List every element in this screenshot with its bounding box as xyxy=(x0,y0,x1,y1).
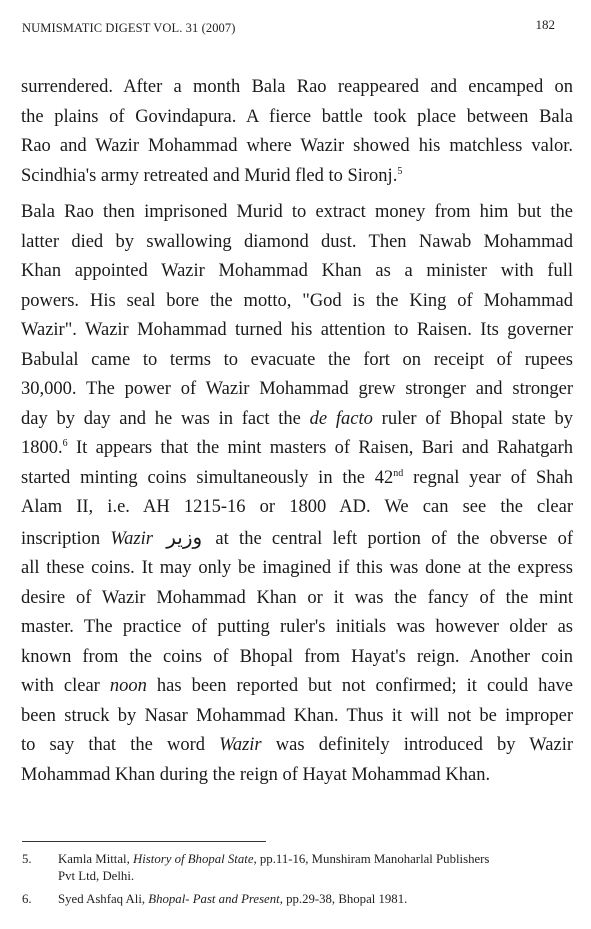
text-line: powers. His seal bore the motto, "God is the King of Mohammad xyxy=(21,290,573,311)
footnote-ref[interactable]: 5 xyxy=(397,165,403,177)
text-run: ruler of Bhopal state by xyxy=(372,408,573,429)
footnote-title: Bhopal- Past and Present xyxy=(148,892,280,906)
text-line xyxy=(21,731,573,761)
ordinal-suffix: nd xyxy=(393,467,404,479)
footnote-5 xyxy=(22,851,577,885)
text-line xyxy=(21,405,573,435)
text-line xyxy=(21,162,573,192)
text-line xyxy=(21,672,573,702)
italic-term: Wazir xyxy=(219,735,262,755)
text-line: Khan appointed Wazir Mohammad Khan as a minister with full xyxy=(21,261,573,281)
text-run: 1800. xyxy=(21,438,63,458)
text-line: Babulal came to terms to evacuate the fort on receipt of rupees xyxy=(21,349,573,370)
text-line: Alam II, i.e. AH 1215-16 or 1800 AD. We can see the clear xyxy=(21,497,573,517)
text-run: regnal year of Shah xyxy=(403,467,574,488)
footnote-separator xyxy=(22,841,266,842)
footnote-6 xyxy=(22,891,577,908)
text-line: desire of Wazir Mohammad Khan or it was the fancy of the mint xyxy=(21,587,573,608)
text-run: It appears that the mint masters of Raisen, Bari and Rahatgarh xyxy=(67,438,573,458)
text-line: Rao and Wazir Mohammad where Wazir showed his matchless valor. xyxy=(21,136,573,156)
footnote-details: , pp.11-16, Munshiram Manoharlal Publishers xyxy=(253,852,490,866)
footnote-text xyxy=(58,891,577,908)
paragraph-1 xyxy=(21,73,573,191)
text-run: day by day and he was in fact the xyxy=(21,408,310,429)
text-line: all these coins. It may only be imagined if this was done at the express xyxy=(21,558,573,578)
page-number: 182 xyxy=(535,17,555,32)
text-line: Mohammad Khan during the reign of Hayat Mohammad Khan. xyxy=(21,764,491,785)
footnote-author: Kamla Mittal, xyxy=(58,852,133,866)
text-run: at the central left portion of the obverse of xyxy=(205,528,573,549)
footnote-title: History of Bhopal State xyxy=(133,852,254,866)
text-run: Scindhia's army retreated and Murid fled to Sironj. xyxy=(21,165,398,186)
footnote-author: Syed Ashfaq Ali, xyxy=(58,892,149,906)
footnote-details-cont: Pvt Ltd, Delhi. xyxy=(58,869,135,883)
paragraph-2 xyxy=(21,198,573,790)
text-line xyxy=(21,523,573,555)
footnote-text xyxy=(58,851,577,885)
text-run: was definitely introduced by Wazir xyxy=(261,735,573,755)
text-line xyxy=(21,434,573,464)
text-line: Wazir". Wazir Mohammad turned his attention to Raisen. Its governer xyxy=(21,320,573,340)
italic-term: de facto xyxy=(309,408,373,429)
text-line: master. The practice of putting ruler's initials was however older as xyxy=(21,617,573,637)
running-header-title: NUMISMATIC DIGEST VOL. 31 (2007) xyxy=(22,21,236,35)
footnote-number: 6. xyxy=(22,892,32,906)
text-line: latter died by swallowing diamond dust. Then Nawab Mohammad xyxy=(21,231,573,252)
text-run: has been reported but not confirmed; it could have xyxy=(146,676,574,696)
text-line: 30,000. The power of Wazir Mohammad grew stronger and stronger xyxy=(21,379,573,399)
text-line xyxy=(21,464,573,494)
text-run: inscription xyxy=(21,528,111,549)
text-line: known from the coins of Bhopal from Hayat's reign. Another coin xyxy=(21,646,573,667)
text-run: with clear xyxy=(21,676,110,696)
footnote-number: 5. xyxy=(22,852,32,866)
italic-term: noon xyxy=(109,676,147,696)
text-run: to say that the word xyxy=(21,735,220,755)
italic-term: Wazir xyxy=(110,528,153,549)
text-line: been struck by Nasar Mohammad Khan. Thus it will not be improper xyxy=(21,705,573,726)
footnote-details: , pp.29-38, Bhopal 1981. xyxy=(279,892,408,906)
text-run: started minting coins simultaneously in the 42 xyxy=(21,467,394,488)
text-line: surrendered. After a month Bala Rao reappeared and encamped on xyxy=(21,77,573,97)
footnote-ref[interactable]: 6 xyxy=(62,438,68,449)
text-line: Bala Rao then imprisoned Murid to extract money from him but the xyxy=(21,202,573,222)
arabic-inscription: وزير xyxy=(166,524,203,549)
text-line: the plains of Govindapura. A fierce battle took place between Bala xyxy=(21,106,573,127)
